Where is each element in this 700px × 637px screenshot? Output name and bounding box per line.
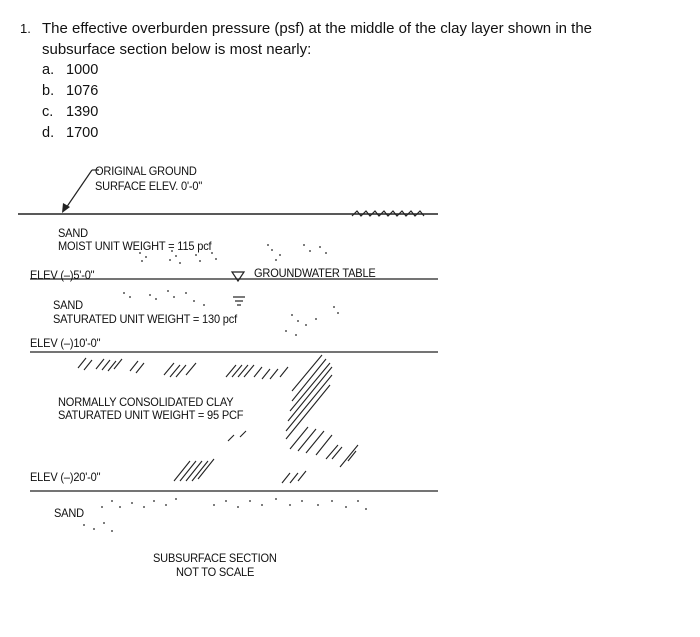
option-c: c. 1390: [42, 104, 99, 120]
option-d: d. 1700: [42, 125, 99, 141]
answer-options: [42, 60, 98, 144]
sand2-weight: SATURATED UNIT WEIGHT = 130 pcf: [53, 312, 237, 326]
option-a-value: 1000: [66, 62, 99, 78]
question-stem: The effective overburden pressure (psf) at the middle of the clay layer shown in the subsurface section below is most nearly:: [42, 20, 593, 58]
option-b: b. 1076: [42, 83, 99, 99]
diagram-graphics: [0, 155, 700, 595]
caption-title: SUBSURFACE SECTION: [153, 551, 277, 565]
sand-stipple: [83, 244, 367, 532]
clay-weight: SATURATED UNIT WEIGHT = 95 PCF: [58, 408, 244, 422]
groundwater-label: GROUNDWATER TABLE: [254, 266, 376, 280]
subsurface-diagram: [0, 155, 700, 595]
question-number: 1.: [20, 21, 31, 36]
ground-arrow-leader: [66, 170, 92, 208]
elev-5-label: ELEV (–)5'-0": [30, 268, 95, 282]
ground-elevation-label: SURFACE ELEV. 0'-0": [95, 179, 203, 193]
water-table-triangle-icon: [232, 272, 244, 281]
option-b-value: 1076: [66, 83, 99, 99]
sand3-name: SAND: [54, 506, 84, 520]
elev-20-label: ELEV (–)20'-0": [30, 470, 101, 484]
caption-subtitle: NOT TO SCALE: [176, 565, 255, 579]
clay-name: NORMALLY CONSOLIDATED CLAY: [58, 395, 234, 409]
sand1-name: SAND: [58, 226, 88, 240]
option-a: a. 1000: [42, 62, 99, 78]
elev-10-label: ELEV (–)10'-0": [30, 336, 101, 350]
option-c-value: 1390: [66, 104, 99, 120]
sand1-weight: MOIST UNIT WEIGHT = 115 pcf: [58, 239, 212, 253]
option-d-value: 1700: [66, 125, 99, 141]
original-ground-label: ORIGINAL GROUND: [95, 164, 197, 178]
sand2-name: SAND: [53, 298, 83, 312]
